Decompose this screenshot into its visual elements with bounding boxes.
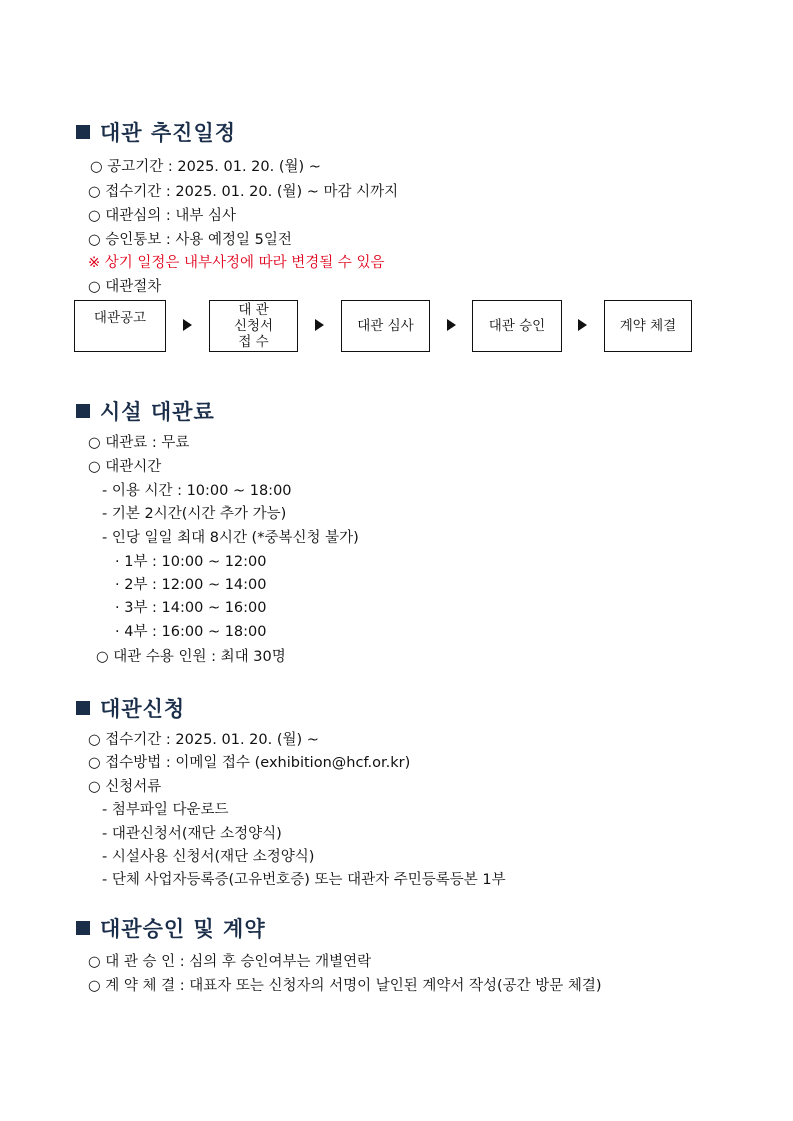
schedule-notice: ※ 상기 일정은 내부사정에 따라 변경될 수 있음 <box>88 255 385 271</box>
flow-arrow-icon <box>578 319 587 331</box>
square-bullet-icon <box>76 921 90 935</box>
application-line: ○ 접수방법 : 이메일 접수 (exhibition@hcf.or.kr) <box>88 755 411 771</box>
fee-line: ○ 대관 수용 인원 : 최대 30명 <box>96 649 286 665</box>
schedule-line: ○ 접수기간 : 2025. 01. 20. (월) ~ 마감 시까지 <box>88 184 399 200</box>
square-bullet-icon <box>76 125 90 139</box>
application-line: - 대관신청서(재단 소정양식) <box>102 826 282 842</box>
flow-arrow-icon <box>447 319 456 331</box>
fee-line: ○ 대관시간 <box>88 459 162 475</box>
fee-line: · 2부 : 12:00 ~ 14:00 <box>115 577 267 593</box>
section-title-application: 대관신청 <box>76 693 185 723</box>
fee-line: - 인당 일일 최대 8시간 (*중복신청 불가) <box>102 530 359 546</box>
fee-line: · 4부 : 16:00 ~ 18:00 <box>115 624 267 640</box>
fee-line: - 기본 2시간(시간 추가 가능) <box>102 506 287 522</box>
fee-line: · 1부 : 10:00 ~ 12:00 <box>115 554 267 570</box>
flow-step-review: 대관 심사 <box>341 300 430 352</box>
process-label: ○ 대관절차 <box>88 279 162 295</box>
application-line: ○ 접수기간 : 2025. 01. 20. (월) ~ <box>88 732 319 748</box>
approval-line: ○ 대 관 승 인 : 심의 후 승인여부는 개별연락 <box>88 954 372 970</box>
application-line: - 첨부파일 다운로드 <box>102 802 229 818</box>
section-title-fee: 시설 대관료 <box>76 396 215 426</box>
section-title-schedule: 대관 추진일정 <box>76 117 236 147</box>
flow-step-approval: 대관 승인 <box>472 300 562 352</box>
schedule-line: ○ 대관심의 : 내부 심사 <box>88 208 237 224</box>
application-line: - 시설사용 신청서(재단 소정양식) <box>102 849 315 865</box>
flow-step-contract: 계약 체결 <box>604 300 692 352</box>
square-bullet-icon <box>76 701 90 715</box>
section-title-approval: 대관승인 및 계약 <box>76 913 266 943</box>
fee-line: - 이용 시간 : 10:00 ~ 18:00 <box>102 483 292 499</box>
schedule-line: ○ 공고기간 : 2025. 01. 20. (월) ~ <box>90 159 321 175</box>
flow-step-application: 대 관 신청서 접 수 <box>209 300 298 352</box>
flow-arrow-icon <box>315 319 324 331</box>
square-bullet-icon <box>76 404 90 418</box>
flow-arrow-icon <box>183 319 192 331</box>
application-line: - 단체 사업자등록증(고유번호증) 또는 대관자 주민등록등본 1부 <box>102 872 506 888</box>
schedule-line: ○ 승인통보 : 사용 예정일 5일전 <box>88 232 292 248</box>
approval-line: ○ 계 약 체 결 : 대표자 또는 신청자의 서명이 날인된 계약서 작성(공간 방문 체결) <box>88 978 602 994</box>
application-line: ○ 신청서류 <box>88 779 162 795</box>
fee-line: ○ 대관료 : 무료 <box>88 435 190 451</box>
flow-step-announcement: 대관공고 <box>74 300 166 352</box>
fee-line: · 3부 : 14:00 ~ 16:00 <box>115 600 267 616</box>
